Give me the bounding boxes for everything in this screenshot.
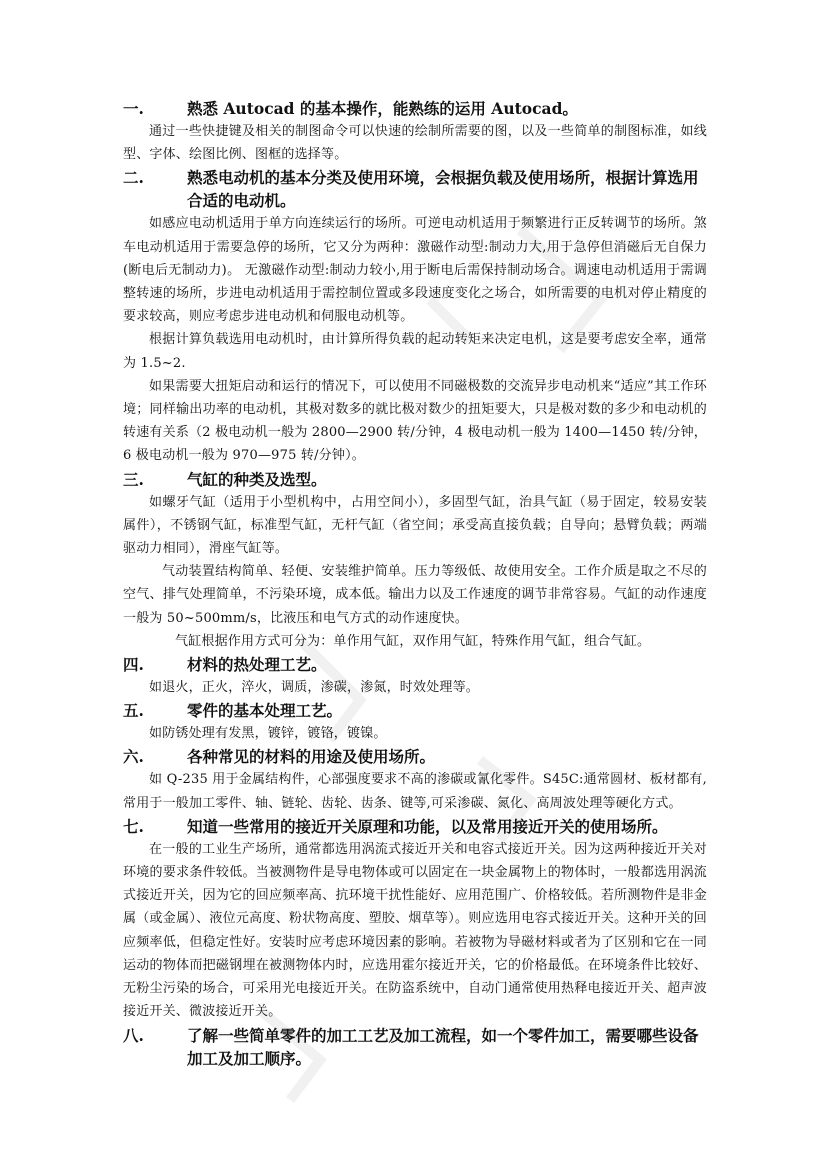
section-6 [123,745,707,814]
section-heading [123,166,707,212]
section-7 [123,815,707,1024]
paragraph: 如果需要大扭矩启动和运行的情况下，可以使用不同磁极数的交流异步电动机来“适应”其工作环境；同样输出功率的电动机，其极对数多的就比极对数少的扭矩要大，只是极对数的多少和电动机的转速有关系（2 极电动机一般为 2800—2900 转/分钟，4 极电动机一般为 1400—1450 转/分钟，6 极电动机一般为 970—975 转/分钟）。 [123,378,707,464]
section-2 [123,166,707,467]
section-number: 三. [123,469,144,489]
section-heading [123,745,707,768]
paragraph: 通过一些快捷键及相关的制图命令可以快速的绘制所需要的图，以及一些简单的制图标准，如线型、字体、绘图比例、图框的选择等。 [123,124,707,163]
paragraph: 气动装置结构简单、轻便、安装维护简单。压力等级低、故使用安全。工作介质是取之不尽的空气、排气处理简单，不污染环境，成本低。输出力以及工作速度的调节非常容易。气缸的动作速度一般为 50~500mm/s，比液压和电气方式的动作速度快。 [123,564,707,626]
section-heading [123,653,707,676]
section-4 [123,653,707,699]
section-8 [123,1024,707,1070]
section-title: 气缸的种类及选型。 [187,469,327,489]
section-number: 七. [123,816,144,836]
section-title: 各种常见的材料的用途及使用场所。 [187,747,436,767]
section-1 [123,97,707,166]
section-title: 熟悉电动机的基本分类及使用环境，会根据负载及使用场所，根据计算选用合适的电动机。 [187,168,699,211]
paragraph: 气缸根据作用方式可分为：单作用气缸，双作用气缸，特殊作用气缸，组合气缸。 [175,633,651,649]
document-body [123,97,707,1070]
section-5 [123,699,707,745]
section-heading [123,97,707,120]
section-3 [123,468,707,653]
section-title: 材料的热处理工艺。 [187,655,327,675]
section-title: 零件的基本处理工艺。 [187,701,343,721]
section-heading [123,1024,707,1070]
section-title: 知道一些常用的接近开关原理和功能，以及常用接近开关的使用场所。 [187,816,668,836]
section-number: 八. [123,1025,144,1045]
paragraph: 如螺牙气缸（适用于小型机构中，占用空间小），多固型气缸，治具气缸（易于固定，较易安装属件），不锈钢气缸，标准型气缸，无杆气缸（省空间；承受高直接负载；自导向；悬臂负载；两端驱动力相同），滑座气缸等。 [123,494,707,557]
paragraph: 如 Q-235 用于金属结构件，心部强度要求不高的渗碳或氰化零件。S45C:通常圆材、板材都有,常用于一般加工零件、轴、链轮、齿轮、齿条、键等,可采渗碳、氮化、高周波处理等硬化方式。 [123,772,707,811]
paragraph: 如退火，正火，淬火，调质，渗碳，渗氮，时效处理等。 [149,680,480,696]
section-heading [123,699,707,722]
section-number: 四. [123,655,144,675]
paragraph: 根据计算负载选用电动机时，由计算所得负载的起动转矩来决定电机，这是要考虑安全率，通常为 1.5~2. [123,332,707,371]
section-number: 五. [123,701,144,721]
section-title: 了解一些简单零件的加工工艺及加工流程，如一个零件加工，需要哪些设备加工及加工顺序。 [187,1025,699,1068]
section-number: 一. [123,99,144,118]
section-title: 熟悉 Autocad 的基本操作，能熟练的运用 Autocad。 [187,99,578,118]
paragraph: 如感应电动机适用于单方向连续运行的场所。可逆电动机适用于频繁进行正反转调节的场所。煞车电动机适用于需要急停的场所，它又分为两种：激磁作动型:制动力大,用于急停但消磁后无自保力(断电后无制动力)。 无激磁作动型:制动力较小,用于断电后需保持制动场合。调速电动机适用于需调整转速的场所，步进电动机适用于需控制位置或多段速度变化之场合，如所需要的电机对停止精度的要求较高，则应考虑步进电动机和伺服电动机等。 [123,216,707,325]
section-number: 二. [123,168,144,188]
section-heading [123,815,707,838]
section-number: 六. [123,747,144,767]
section-heading [123,468,707,491]
paragraph: 在一般的工业生产场所，通常都选用涡流式接近开关和电容式接近开关。因为这两种接近开关对环境的要求条件较低。当被测物件是导电物体或可以固定在一块金属物上的物体时，一般都选用涡流式接近开关，因为它的回应频率高、抗环境干扰性能好、应用范围广、价格较低。若所测物件是非金属（或金属）、液位元高度、粉状物高度、塑胶、烟草等）。则应选用电容式接近开关。这种开关的回应频率低，但稳定性好。安装时应考虑环境因素的影响。若被物为导磁材料或者为了区别和它在一同运动的物体而把磁钢埋在被测物体内时，应选用霍尔接近开关，它的价格最低。在环境条件比较好、无粉尘污染的场合，可采用光电接近开关。在防盗系统中，自动门通常使用热释电接近开关、超声波接近开关、微波接近开关。 [123,841,707,1020]
paragraph: 如防锈处理有发黑，镀锌，镀铬，镀镍。 [149,726,387,742]
